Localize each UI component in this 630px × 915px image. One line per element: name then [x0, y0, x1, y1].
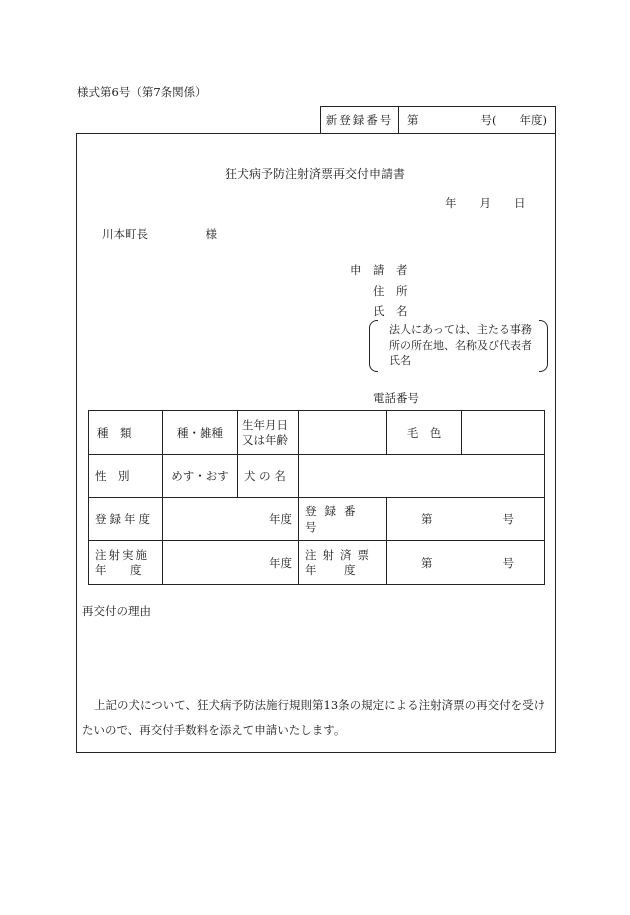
sex-label: 性 別: [95, 469, 130, 483]
corporate-note-bracket: [369, 320, 548, 372]
reg-year-label-cell: [89, 498, 163, 541]
applicant-heading: 申 請 者: [350, 263, 408, 277]
sex-label-cell: [89, 455, 163, 498]
applicant-name-label: 氏 名: [373, 304, 408, 318]
breed-cell[interactable]: [163, 411, 238, 455]
type-label-cell: [89, 411, 163, 455]
registration-number-value[interactable]: [399, 107, 556, 134]
tag-number-prefix: 第: [421, 555, 433, 570]
reg-number-value-cell[interactable]: [387, 498, 545, 541]
addressee: 川本町長 様: [102, 227, 217, 241]
birth-value-cell[interactable]: [299, 411, 387, 455]
dog-name-value-cell[interactable]: [299, 455, 545, 498]
dog-name-label-cell: [238, 455, 299, 498]
registration-number-suffix: 号( 年度): [480, 113, 547, 127]
date-line[interactable]: 年 月 日: [445, 196, 526, 210]
reg-number-suffix: 号: [502, 512, 514, 526]
fur-color-value-cell[interactable]: [462, 411, 545, 455]
reason-field[interactable]: [82, 622, 550, 688]
birth-label-line2: 又は年齢: [242, 432, 288, 447]
tag-number-value-cell[interactable]: [387, 541, 545, 585]
applicant-address-label: 住 所: [373, 284, 408, 298]
reg-year-value-cell[interactable]: [163, 498, 299, 541]
birth-label-cell: [238, 411, 299, 455]
injection-year-value-cell[interactable]: [163, 541, 299, 585]
form-number: 様式第6号（第7条関係）: [77, 85, 207, 99]
tag-number-suffix: 号: [502, 555, 514, 570]
registration-number-prefix: 第: [407, 113, 419, 127]
type-label: 種 類: [97, 425, 132, 440]
tag-year-label-cell: [299, 541, 387, 585]
dog-info-table: [88, 410, 545, 585]
registration-number-label: 新登録番号: [321, 107, 399, 134]
birth-label-line1: 生年月日: [242, 417, 288, 432]
fur-color-label-cell: [387, 411, 462, 455]
injection-year-label-line1: 注射実施: [95, 547, 149, 562]
injection-year-unit: 年度: [269, 555, 292, 570]
sex-options: めす・おす: [171, 469, 229, 483]
reg-number-label: 登録番号: [305, 504, 364, 534]
tag-year-label-line2: 年 度: [305, 562, 364, 577]
declaration-text: 上記の犬について、狂犬病予防法施行規則第13条の規定による注射済票の再交付を受けたいので、再交付手数料を添えて申請いたします。: [82, 698, 546, 737]
breed-options: 種・雑種: [177, 425, 223, 440]
reg-number-label-cell: [299, 498, 387, 541]
injection-year-label-line2: 年 度: [95, 562, 148, 577]
reg-year-unit: 年度: [269, 512, 292, 526]
reason-label: 再交付の理由: [82, 604, 151, 618]
reg-year-label: 登録年度: [95, 512, 153, 526]
phone-label: 電話番号: [373, 391, 419, 405]
reg-number-prefix: 第: [421, 512, 433, 526]
tag-year-label-line1: 注射済票: [305, 547, 375, 562]
sex-cell[interactable]: [163, 455, 238, 498]
injection-year-label-cell: [89, 541, 163, 585]
dog-name-label: 犬 の 名: [244, 469, 286, 483]
corporate-note: 法人にあっては、主たる事務所の所在地、名称及び代表者氏名: [389, 323, 532, 367]
fur-color-label: 毛 色: [406, 425, 442, 440]
document-title: 狂犬病予防注射済票再交付申請書: [224, 167, 405, 181]
registration-number-box: [320, 106, 556, 134]
